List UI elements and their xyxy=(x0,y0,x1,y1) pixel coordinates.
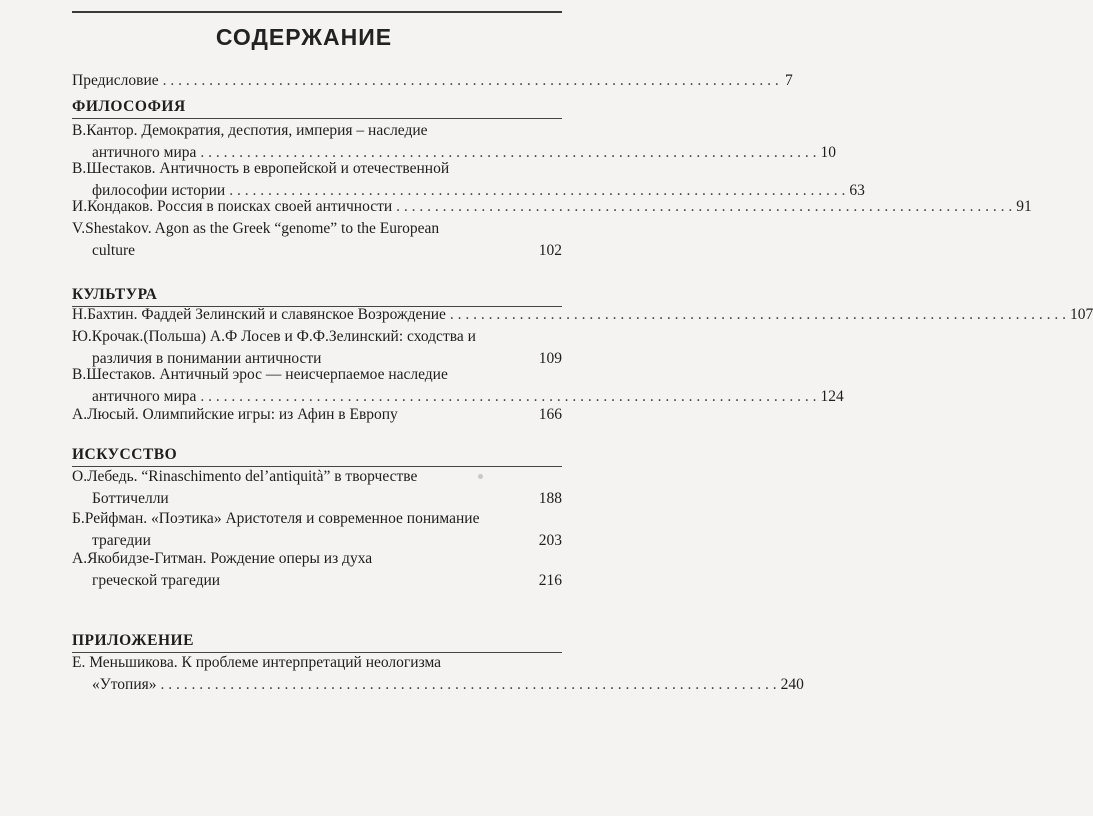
dot-leader: . . . . . . . . . . . . . . . . . . . . . . . . . . . . . . . . . . . . . . . . . . . . . . . . . . . . . . . . . . . . . . . . . . . . . . . . . . . . . . . . xyxy=(160,676,777,693)
toc-entry[interactable] xyxy=(72,304,1093,326)
page-number: 124 xyxy=(820,388,844,405)
section-title-culture: КУЛЬТУРА xyxy=(72,286,158,303)
page-title: СОДЕРЖАНИЕ xyxy=(215,24,393,50)
toc-entry[interactable] xyxy=(72,196,1032,218)
toc-entry[interactable] xyxy=(72,466,562,510)
entry-title: А.Якобидзе-Гитман. Рождение оперы из духа xyxy=(72,550,373,567)
top-rule xyxy=(72,11,562,13)
page-number: 91 xyxy=(1016,198,1032,215)
entry-title-cont: culture xyxy=(92,242,136,259)
dot-leader: . . . . . . . . . . . . . . . . . . . . . . . . . . . . . . . . . . . . . . . . . . . . . . . . . . . . . . . . . . . . . . . . . . . . . . . . . . . . . . . . xyxy=(200,388,817,405)
section-title-philosophy: ФИЛОСОФИЯ xyxy=(72,98,186,115)
entry-title: Н.Бахтин. Фаддей Зелинский и славянское Возрождение xyxy=(72,306,446,323)
entry-title: Е. Меньшикова. К проблеме интерпретаций неологизма xyxy=(72,654,442,671)
toc-entry[interactable] xyxy=(72,364,844,408)
dot-leader: . . . . . . . . . . . . . . . . . . . . . . . . . . . . . . . . . . . . . . . . . . . . . . . . . . . . . . . . . . . . . . . . . . . . . . . . . . . . . . . . xyxy=(200,144,817,161)
entry-title-cont: философии истории xyxy=(92,182,226,199)
entry-title-cont: различия в понимании античности xyxy=(92,350,322,367)
toc-entry-preface[interactable] xyxy=(72,70,793,92)
page-number: 102 xyxy=(538,242,562,259)
entry-title: А.Люсый. Олимпийские игры: из Афин в Европу xyxy=(72,406,398,423)
section-title-art: ИСКУССТВО xyxy=(72,446,178,463)
page-number: 107 xyxy=(1070,306,1093,323)
page-number: 216 xyxy=(538,572,562,589)
page-number: 109 xyxy=(538,350,562,367)
entry-title: О.Лебедь. “Rinaschimento del’antiquità” в творчестве xyxy=(72,468,418,485)
page-number: 203 xyxy=(538,532,562,549)
entry-title: Предисловие xyxy=(72,72,159,89)
entry-title: V.Shestakov. Agon as the Greek “genome” to the European xyxy=(72,220,440,237)
entry-title: И.Кондаков. Россия в поисках своей античности xyxy=(72,198,393,215)
entry-title: Ю.Крочак.(Польша) А.Ф Лосев и Ф.Ф.Зелинский: сходства и xyxy=(72,328,476,345)
toc-entry[interactable] xyxy=(72,548,562,592)
dot-leader: . . . . . . . . . . . . . . . . . . . . . . . . . . . . . . . . . . . . . . . . . . . . . . . . . . . . . . . . . . . . . . . . . . . . . . . . . . . . . . . . xyxy=(229,182,846,199)
dot-leader: . . . . . . . . . . . . . . . . . . . . . . . . . . . . . . . . . . . . . . . . . . . . . . . . . . . . . . . . . . . . . . . . . . . . . . . . . . . . . . . . xyxy=(162,72,779,89)
entry-title-cont: греческой трагедии xyxy=(92,572,221,589)
page-number: 63 xyxy=(849,182,865,199)
page-number: 166 xyxy=(538,406,562,423)
dot-leader: . . . . . . . . . . . . . . . . . . . . . . . . . . . . . . . . . . . . . . . . . . . . . . . . . . . . . . . . . . . . . . . . . . . . . . . . . . . . . . . . xyxy=(449,306,1067,323)
page-number: 10 xyxy=(820,144,837,161)
entry-title: В.Шестаков. Античность в европейской и отечественной xyxy=(72,160,450,177)
toc-entry[interactable] xyxy=(72,652,804,696)
entry-title-cont: Боттичелли xyxy=(92,490,169,507)
section-title-appendix: ПРИЛОЖЕНИЕ xyxy=(72,632,194,649)
entry-title-cont: трагедии xyxy=(92,532,151,549)
toc-entry[interactable] xyxy=(72,218,562,262)
page-number: 188 xyxy=(538,490,562,507)
toc-entry[interactable] xyxy=(72,404,562,426)
page-number: 7 xyxy=(785,72,793,89)
entry-title-cont: античного мира xyxy=(92,388,197,405)
entry-title: В.Шестаков. Античный эрос — неисчерпаемое наследие xyxy=(72,366,448,383)
entry-title: Б.Рейфман. «Поэтика» Аристотеля и современное понимание xyxy=(72,510,480,527)
dot-leader: . . . . . . . . . . . . . . . . . . . . . . . . . . . . . . . . . . . . . . . . . . . . . . . . . . . . . . . . . . . . . . . . . . . . . . . . . . . . . . . . xyxy=(396,198,1013,215)
section-rule xyxy=(72,118,562,119)
entry-title: В.Кантор. Демократия, деспотия, империя – наследие xyxy=(72,122,428,139)
paper-speck xyxy=(478,474,483,479)
page-number: 240 xyxy=(780,676,804,693)
toc-entry[interactable] xyxy=(72,508,562,552)
entry-title-cont: античного мира xyxy=(92,144,197,161)
entry-title-cont: «Утопия» xyxy=(92,676,157,693)
